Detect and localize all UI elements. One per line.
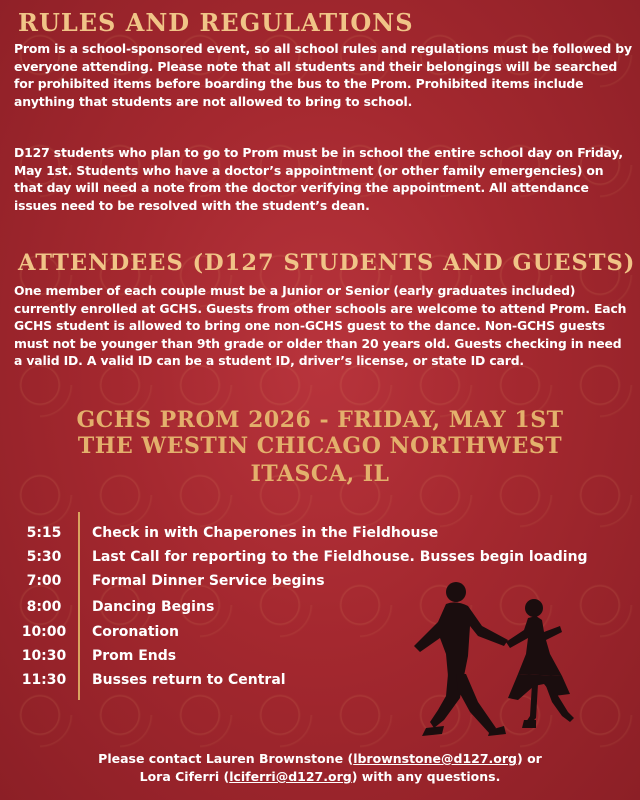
- schedule-row: [0, 522, 640, 544]
- schedule-event: Dancing Begins: [92, 599, 215, 615]
- contact-text: Please contact Lauren Brownstone (: [98, 751, 354, 766]
- schedule-event: Prom Ends: [92, 648, 177, 664]
- contact-text: ) or: [517, 751, 542, 766]
- email-link-lbrownstone[interactable]: lbrownstone@d127.org: [353, 751, 518, 766]
- attendees-paragraph: One member of each couple must be a Junior or Senior (early graduates included) currently enrolled at GCHS. Guests from other schools are welcome to attend Prom. Each GCHS student is allowed to bring one non-GCHS guest to the dance. Non-GCHS guests must not be younger than 9th grade or older than 20 years old. Guests checking in need a valid ID. A valid ID can be a student ID, driver’s license, or state ID card.: [14, 283, 627, 369]
- rules-paragraph-2: D127 students who plan to go to Prom must be in school the entire school day on Friday, May 1st. Students who have a doctor’s appointment (or other family emergencies) on that day will need a note from the doctor verifying the appointment. All attendance issues need to be resolved with the student’s dean.: [14, 145, 623, 213]
- event-location-line: ITASCA, IL: [250, 461, 390, 487]
- contact-line-2: [0, 768, 640, 786]
- schedule-event: Formal Dinner Service begins: [92, 573, 325, 589]
- schedule-event: Busses return to Central: [92, 672, 286, 688]
- schedule-time: 8:00: [26, 599, 62, 615]
- email-link-lciferri[interactable]: lciferri@d127.org: [229, 769, 352, 784]
- rules-heading: RULES AND REGULATIONS: [18, 8, 414, 37]
- schedule-time: 10:30: [21, 648, 67, 664]
- schedule-time: 11:30: [21, 672, 67, 688]
- contact-line-1: [0, 750, 640, 768]
- schedule-event: Last Call for reporting to the Fieldhouse. Busses begin loading: [92, 549, 588, 565]
- schedule-time: 5:30: [26, 549, 62, 565]
- schedule-row: [0, 546, 640, 568]
- event-venue-line: THE WESTIN CHICAGO NORTHWEST: [77, 433, 563, 459]
- schedule-time: 5:15: [26, 525, 62, 541]
- schedule-event: Coronation: [92, 624, 179, 640]
- contact-text: Lora Ciferri (: [139, 769, 230, 784]
- contact-text: ) with any questions.: [351, 769, 501, 784]
- attendees-heading: ATTENDEES (D127 STUDENTS AND GUESTS): [18, 250, 636, 276]
- schedule-time: 10:00: [21, 624, 67, 640]
- schedule-event: Check in with Chaperones in the Fieldhouse: [92, 525, 439, 541]
- swing-dancers-icon: [386, 578, 586, 748]
- contact-footer: [0, 750, 640, 786]
- rules-paragraph-1: Prom is a school-sponsored event, so all school rules and regulations must be followed by everyone attending. Please note that all students and their belongings will be searched for prohibited items before boarding the bus to the Prom. Prohibited items include anything that students are not allowed to bring to school.: [14, 41, 632, 109]
- event-title-line-1: GCHS PROM 2026 - FRIDAY, MAY 1ST: [76, 407, 564, 433]
- schedule-time: 7:00: [26, 573, 62, 589]
